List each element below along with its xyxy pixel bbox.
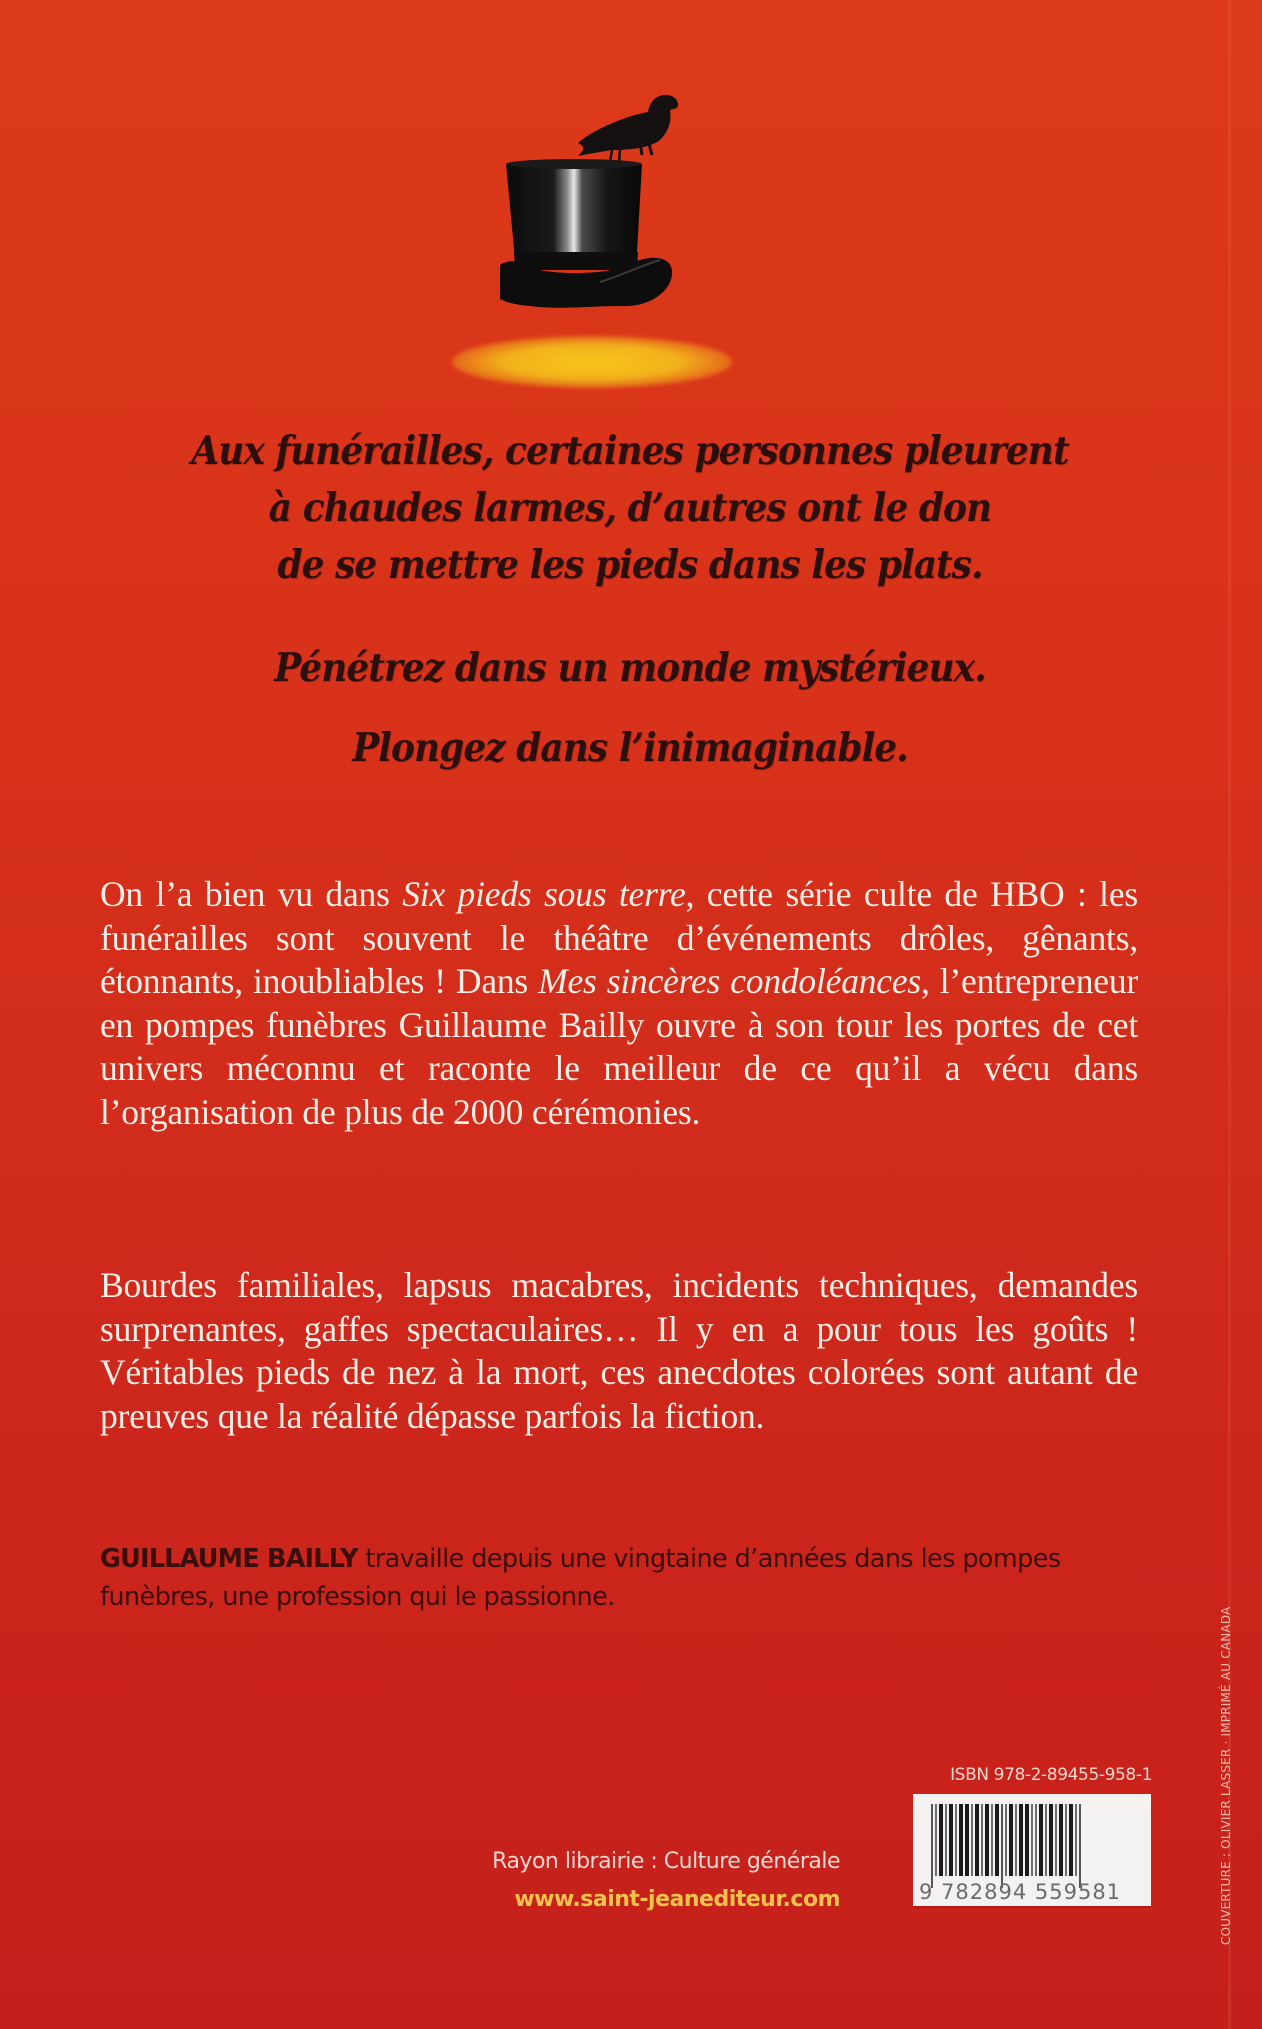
cover-illustration bbox=[0, 0, 1262, 400]
tagline-line-1: Aux funérailles, certaines personnes pleurent bbox=[191, 428, 1069, 474]
publisher-website-link[interactable]: www.saint-jeanediteur.com bbox=[514, 1887, 840, 1912]
rayon-librairie: Rayon librairie : Culture générale bbox=[492, 1849, 840, 1874]
tagline-line-5: Plongez dans l’inimaginable. bbox=[352, 725, 908, 771]
crow-icon bbox=[578, 95, 678, 162]
isbn-label: ISBN 978-2-89455-958-1 bbox=[950, 1765, 1152, 1785]
barcode-number: 9 782894 559581 bbox=[919, 1880, 1122, 1904]
top-hat-icon bbox=[500, 70, 730, 330]
author-name: GUILLAUME BAILLY bbox=[100, 1544, 358, 1574]
tagline-block bbox=[142, 423, 1117, 594]
spotlight-icon bbox=[452, 336, 732, 388]
barcode bbox=[913, 1794, 1151, 1906]
blurb-text: On l’a bien vu dans bbox=[100, 874, 403, 914]
blurb-paragraph-2: Bourdes familiales, lapsus macabres, incidents techniques, demandes surprenantes, gaffes spectaculaires… Il y en a pour tous les goûts ! Véritables pieds de nez à la mort, ces anecdotes colorées sont autant de preuves que la réalité dépasse parfois la fiction. bbox=[100, 1265, 1138, 1436]
blurb-text: , cette série culte de HBO : les funérailles sont souvent le théâtre d’événements drôles, gênants, étonnants, inoubliables ! Dans bbox=[100, 874, 1139, 1001]
tagline-line-2: à chaudes larmes, d’autres ont le don bbox=[268, 485, 992, 531]
barcode-bars-icon bbox=[931, 1804, 1137, 1882]
blurb-title-six-pieds: Six pieds sous terre bbox=[402, 874, 686, 914]
blurb-book-title: Mes sincères condoléances bbox=[538, 961, 922, 1001]
tagline-line-4: Pénétrez dans un monde mystérieux. bbox=[274, 645, 986, 691]
author-bio-text: travaille depuis une vingtaine d’années dans les pompes funèbres, une profession qui le passionne. bbox=[100, 1544, 1061, 1612]
tagline-line-3: de se mettre les pieds dans les plats. bbox=[277, 542, 983, 588]
author-bio bbox=[100, 1540, 1140, 1616]
spine-credit: COUVERTURE : OLIVIER LASSER · IMPRIMÉ AU CANADA bbox=[1219, 1606, 1233, 1945]
blurb-text: , l’entrepreneur en pompes funèbres Guillaume Bailly ouvre à son tour les portes de cet univers méconnu et raconte le meilleur de ce qu’il a vécu dans l’organisation de plus de 2000 cérémonies. bbox=[100, 961, 1139, 1132]
blurb-paragraph-1 bbox=[100, 873, 1138, 1134]
